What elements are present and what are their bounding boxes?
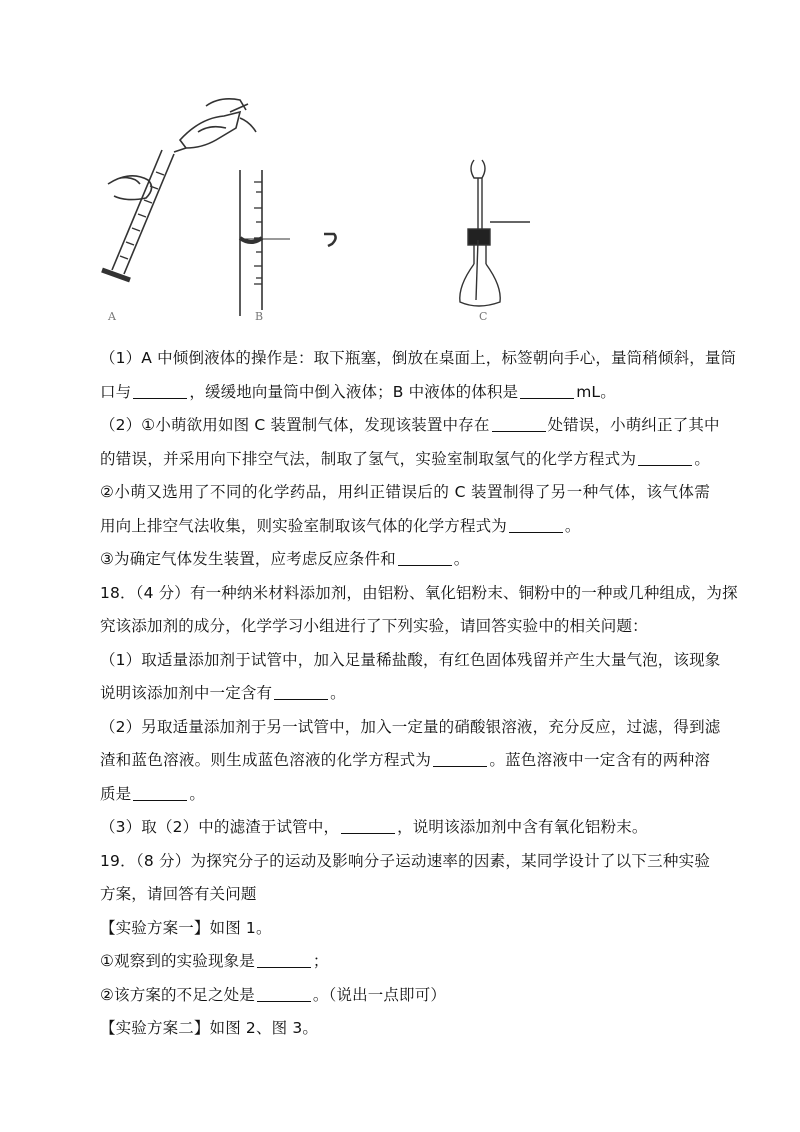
figure-label-b: B — [255, 310, 264, 323]
text-segment: 。 — [694, 449, 710, 468]
text-segment: 用向上排空气法收集，则实验室制取该气体的化学方程式为 — [100, 516, 507, 535]
text-line — [100, 744, 710, 778]
text-segment: 。 — [330, 684, 346, 702]
text-line — [100, 778, 710, 812]
figure-c-flask — [460, 160, 530, 306]
text-line — [100, 376, 710, 410]
text-segment: 。（说出一点即可） — [312, 985, 447, 1004]
answer-blank[interactable] — [274, 684, 328, 700]
text-line — [100, 644, 721, 678]
text-segment: 。蓝色溶液中一定含有的两种溶 — [489, 751, 710, 769]
text-segment: 的错误，并采用向下排空气法，制取了氢气，实验室制取氢气的化学方程式为 — [100, 449, 637, 468]
text-segment: 。 — [189, 784, 205, 803]
text-segment: ②该方案的不足之处是 — [100, 985, 255, 1004]
answer-blank[interactable] — [257, 986, 311, 1002]
text-line — [100, 845, 710, 879]
text-segment: （3）取（2）中的滤渣于试管中， — [100, 818, 340, 836]
question-body — [100, 342, 738, 1046]
text-segment: 口与 — [100, 382, 132, 401]
text-segment: ②小萌又选用了不同的化学药品，用纠正错误后的 C 装置制得了另一种气体，该气体需 — [100, 483, 710, 501]
text-segment: 方案，请回答有关问题 — [100, 885, 257, 903]
answer-blank[interactable] — [133, 785, 187, 801]
text-segment: ，说明该添加剂中含有氧化铝粉末。 — [397, 818, 648, 836]
figure-a-pouring — [102, 99, 256, 280]
text-line — [100, 577, 738, 611]
text-segment: ③为确定气体发生装置，应考虑反应条件和 — [100, 550, 396, 568]
answer-blank[interactable] — [638, 450, 692, 466]
text-line — [100, 342, 737, 376]
text-line — [100, 510, 710, 544]
text-line — [100, 979, 710, 1013]
answer-blank[interactable] — [520, 383, 574, 399]
text-line — [100, 543, 710, 577]
text-segment: 【实验方案二】如图 2、图 3。 — [100, 1019, 318, 1037]
text-line — [100, 912, 710, 946]
text-segment: 质是 — [100, 784, 132, 803]
text-segment: ，缓缓地向量筒中倒入液体；B 中液体的体积是 — [189, 382, 519, 401]
answer-blank[interactable] — [433, 751, 487, 767]
text-segment: 处错误，小萌纠正了其中 — [547, 416, 720, 434]
text-line — [100, 878, 710, 912]
text-line — [100, 711, 721, 745]
text-segment: ①观察到的实验现象是 — [100, 952, 255, 970]
figure-b-cylinder — [240, 170, 336, 316]
text-line — [100, 409, 720, 443]
lab-apparatus-figure — [90, 88, 550, 334]
answer-blank[interactable] — [341, 818, 395, 834]
text-segment: ； — [312, 952, 329, 970]
text-segment: 究该添加剂的成分，化学学习小组进行了下列实验，请回答实验中的相关问题： — [100, 617, 648, 635]
text-line — [100, 610, 710, 644]
text-segment: 18．（4 分）有一种纳米材料添加剂，由铝粉、氧化铝粉末、铜粉中的一种或几种组成，为探 — [100, 583, 738, 602]
text-segment: （2）①小萌欲用如图 C 装置制气体，发现该装置中存在 — [100, 416, 490, 434]
text-segment: （1）A 中倾倒液体的操作是：取下瓶塞，倒放在桌面上，标签朝向手心，量筒稍倾斜，量筒 — [100, 349, 737, 367]
text-line — [100, 443, 710, 477]
text-segment: 说明该添加剂中一定含有 — [100, 684, 273, 702]
text-line — [100, 1012, 710, 1046]
text-segment: （1）取适量添加剂于试管中，加入足量稀盐酸，有红色固体残留并产生大量气泡，该现象 — [100, 650, 721, 669]
text-segment: 【实验方案一】如图 1。 — [100, 918, 272, 937]
answer-blank[interactable] — [492, 416, 546, 432]
text-segment: 。 — [564, 516, 581, 535]
text-segment: （2）另取适量添加剂于另一试管中，加入一定量的硝酸银溶液，充分反应，过滤，得到滤 — [100, 717, 721, 736]
answer-blank[interactable] — [509, 517, 563, 533]
text-line — [100, 677, 710, 711]
text-segment: 19．（8 分）为探究分子的运动及影响分子运动速率的因素，某同学设计了以下三种实验 — [100, 851, 710, 870]
text-segment: 渣和蓝色溶液。则生成蓝色溶液的化学方程式为 — [100, 751, 432, 769]
text-line — [100, 945, 710, 979]
answer-blank[interactable] — [398, 550, 452, 566]
answer-blank[interactable] — [257, 952, 311, 968]
figure-label-a: A — [108, 310, 116, 323]
text-segment: 。 — [453, 550, 470, 568]
text-line — [100, 811, 710, 845]
apparatus-drawing — [90, 88, 550, 334]
answer-blank[interactable] — [133, 383, 187, 399]
text-line — [100, 476, 710, 510]
figure-label-c: C — [479, 310, 488, 323]
text-segment: mL。 — [576, 382, 616, 401]
